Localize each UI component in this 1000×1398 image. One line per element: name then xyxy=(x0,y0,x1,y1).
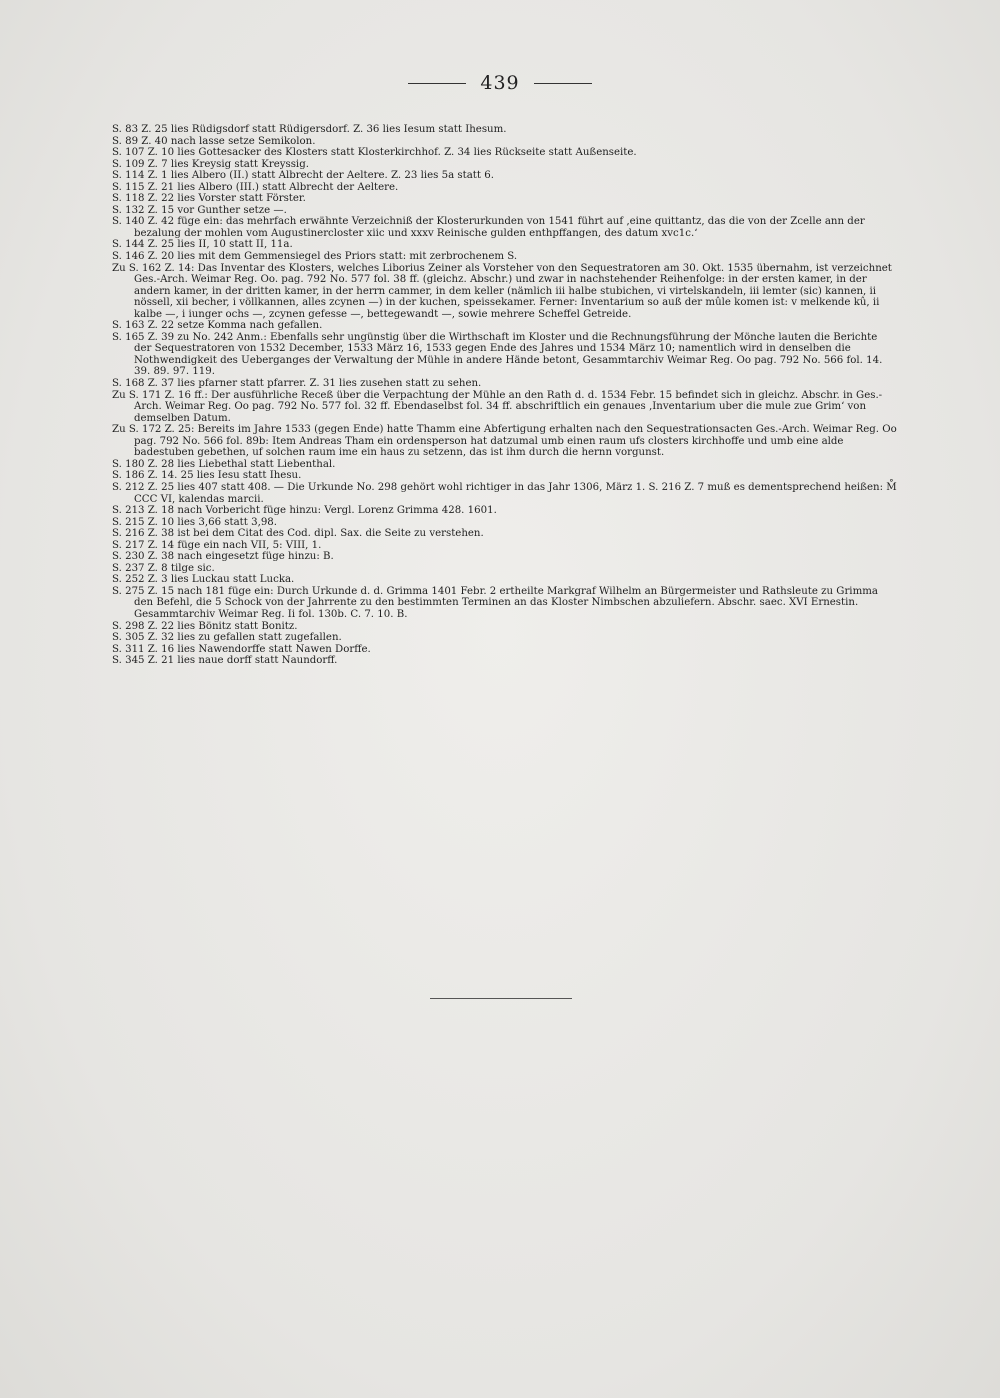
errata-list xyxy=(112,124,897,667)
errata-entry: S. 165 Z. 39 zu No. 242 Anm.: Ebenfalls sehr ungünstig über die Wirthschaft im Kloster und die Rechnungsführung der Mönche lauten die Berichte der Sequestratoren von 1532 December, 1533 März 16, 1533 gegen Ende des Jahres und 1534 März 10; namentlich wird in denselben die Nothwendigkeit des Ueberganges der Verwaltung der Mühle in andere Hände betont, Gesammtarchiv Weimar Reg. Oo pag. 792 No. 566 fol. 14. 39. 89. 97. 119. xyxy=(112,331,883,378)
header-rule-right xyxy=(534,83,592,84)
errata-entry: S. 216 Z. 38 ist bei dem Citat des Cod. dipl. Sax. die Seite zu verstehen. xyxy=(112,528,484,540)
errata-entry: S. 345 Z. 21 lies naue dorff statt Naundorff. xyxy=(112,655,338,667)
errata-entry: S. 186 Z. 14. 25 lies Iesu statt Ihesu. xyxy=(112,470,302,482)
closing-rule xyxy=(430,998,572,999)
errata-entry: S. 213 Z. 18 nach Vorbericht füge hinzu: Vergl. Lorenz Grimma 428. 1601. xyxy=(112,505,497,517)
errata-entry: S. 132 Z. 15 vor Gunther setze —. xyxy=(112,204,287,216)
errata-entry: S. 118 Z. 22 lies Vorster statt Förster. xyxy=(112,193,306,205)
errata-entry: S. 163 Z. 22 setze Komma nach gefallen. xyxy=(112,320,323,332)
errata-entry: S. 212 Z. 25 lies 407 statt 408. — Die Urkunde No. 298 gehört wohl richtiger in das Jahr 1306, März 1. S. 216 Z. 7 muß es dementsprechend heißen: M̊ CCC VI, kalendas marcii. xyxy=(112,481,897,505)
errata-entry: S. 275 Z. 15 nach 181 füge ein: Durch Urkunde d. d. Grimma 1401 Febr. 2 ertheilte Markgraf Wilhelm an Bürgermeister und Rathsleute zu Grimma den Befehl, die 5 Schock von der Jahrrente zu den bestimmten Terminen an das Kloster Nimbschen abzuliefern. Abschr. saec. XVI Ernestin. Gesammtarchiv Weimar Reg. Ii fol. 130b. C. 7. 10. B. xyxy=(112,585,878,620)
errata-entry: Zu S. 162 Z. 14: Das Inventar des Klosters, welches Liborius Zeiner als Vorsteher von den Sequestratoren am 30. Okt. 1535 übernahm, ist verzeichnet Ges.-Arch. Weimar Reg. Oo. pag. 792 No. 577 fol. 38 ff. (gleichz. Abschr.) und zwar in nachstehender Reihenfolge: in der ersten kamer, in der andern kamer, in der dritten kamer, in der herrn cammer, in dem keller (nämlich iii halbe stubichen, vi virtelskandeln, iii lemter (sic) kannen, ii nössell, xii becher, i völlkannen, alles zcynen —) in der kuchen, speissekamer. Ferner: Inventarium so auß der mûle komen ist: v melkende kû, ii kalbe —, i iunger ochs —, zcynen gefesse —, bettegewandt —, sowie mehrere Scheffel Getreide. xyxy=(112,262,892,320)
errata-entry: S. 83 Z. 25 lies Rüdigsdorf statt Rüdigersdorf. Z. 36 lies Iesum statt Ihesum. xyxy=(112,124,507,135)
errata-entry: S. 217 Z. 14 füge ein nach VII, 5: VIII, 1. xyxy=(112,539,322,551)
errata-entry: S. 215 Z. 10 lies 3,66 statt 3,98. xyxy=(112,516,278,528)
errata-entry: S. 305 Z. 32 lies zu gefallen statt zugefallen. xyxy=(112,632,342,644)
errata-entry: S. 180 Z. 28 lies Liebethal statt Liebenthal. xyxy=(112,458,336,470)
page-number: 439 xyxy=(480,72,520,94)
errata-entry: Zu S. 171 Z. 16 ff.: Der ausführliche Receß über die Verpachtung der Mühle an den Rath d. d. 1534 Febr. 15 befindet sich in gleichz. Abschr. in Ges.-Arch. Weimar Reg. Oo pag. 792 No. 577 fol. 32 ff. Ebendaselbst fol. 34 ff. abschriftlich ein genaues ‚Inventarium uber die mule zue Grim‘ von demselben Datum. xyxy=(112,389,883,424)
errata-entry: S. 109 Z. 7 lies Kreysig statt Kreyssig. xyxy=(112,158,309,170)
errata-entry: S. 114 Z. 1 lies Albero (II.) statt Albrecht der Aeltere. Z. 23 lies 5a statt 6. xyxy=(112,170,494,182)
errata-entry: S. 144 Z. 25 lies II, 10 statt II, 11a. xyxy=(112,239,293,251)
errata-entry: Zu S. 172 Z. 25: Bereits im Jahre 1533 (gegen Ende) hatte Thamm eine Abfertigung erhalten nach den Sequestrationsacten Ges.-Arch. Weimar Reg. Oo pag. 792 No. 566 fol. 89b: Item Andreas Tham ein ordensperson hat datzumal umb einen raum ufs closters kirchhoffe und umb eine alde badestuben gebethen, uf solchen raum ime ein haus zu setzenn, das ist ihm durch die hernn vorgunst. xyxy=(112,424,897,459)
errata-entry: S. 89 Z. 40 nach lasse setze Semikolon. xyxy=(112,135,316,147)
errata-entry: S. 311 Z. 16 lies Nawendorffe statt Nawen Dorffe. xyxy=(112,643,371,655)
errata-entry: S. 146 Z. 20 lies mit dem Gemmensiegel des Priors statt: mit zerbrochenem S. xyxy=(112,251,518,263)
page-header xyxy=(0,72,1000,94)
errata-entry: S. 237 Z. 8 tilge sic. xyxy=(112,562,215,574)
header-rule-left xyxy=(408,83,466,84)
errata-entry: S. 298 Z. 22 lies Bönitz statt Bonitz. xyxy=(112,620,298,632)
errata-entry: S. 168 Z. 37 lies pfarner statt pfarrer. Z. 31 lies zusehen statt zu sehen. xyxy=(112,378,482,390)
errata-entry: S. 230 Z. 38 nach eingesetzt füge hinzu: B. xyxy=(112,551,334,563)
errata-entry: S. 107 Z. 10 lies Gottesacker des Klosters statt Klosterkirchhof. Z. 34 lies Rückseite statt Außenseite. xyxy=(112,147,637,159)
errata-entry: S. 140 Z. 42 füge ein: das mehrfach erwähnte Verzeichniß der Klosterurkunden von 1541 führt auf ‚eine quittantz, das die von der Zcelle ann der bezalung der mohlen vom Augustinercloster xiic und xxxv Reinische gulden enthpffangen, des datum xvc1c.‘ xyxy=(112,216,865,239)
errata-entry: S. 115 Z. 21 lies Albero (III.) statt Albrecht der Aeltere. xyxy=(112,181,399,193)
errata-entry: S. 252 Z. 3 lies Luckau statt Lucka. xyxy=(112,574,295,586)
